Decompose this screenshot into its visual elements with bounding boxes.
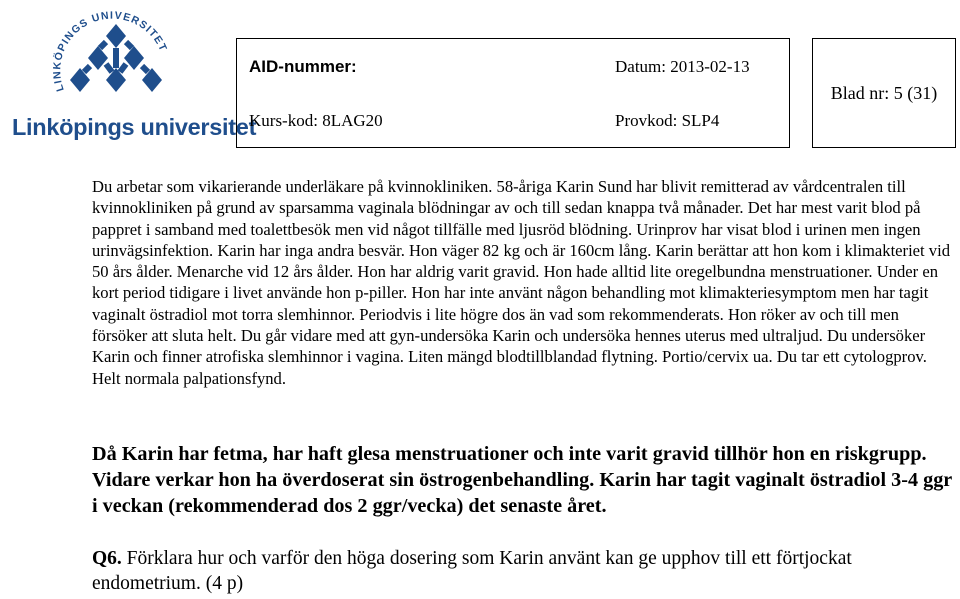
- question-text: Förklara hur och varför den höga dosering som Karin använt kan ge upphov till ett förtjockat endometrium. (4 p): [92, 548, 852, 594]
- page-number: Blad nr: 5 (31): [830, 82, 938, 103]
- page-number-box: [812, 38, 956, 148]
- logo-arc-text: LINKÖPINGS UNIVERSITET: [51, 9, 170, 93]
- question-number: Q6.: [92, 548, 122, 569]
- course-code: Kurs-kod: 8LAG20: [249, 111, 383, 130]
- answer-paragraph: Då Karin har fetma, har haft glesa menstruationer och inte varit gravid tillhör hon en riskgrupp. Vidare verkar hon ha överdoserat sin östrogenbehandling. Karin har tagit vaginalt östradiol 3-4 ggr i veckan (rekommenderad dos 2 ggr/vecka) det senaste året.: [92, 443, 952, 517]
- university-logo: [6, 2, 257, 148]
- aid-number-label: AID-nummer:: [249, 57, 357, 76]
- university-name: Linköpings universitet: [12, 114, 257, 140]
- question-block: [92, 546, 958, 596]
- exam-header: [236, 38, 790, 148]
- case-description: [92, 176, 954, 389]
- exam-code: Provkod: SLP4: [615, 111, 720, 130]
- case-paragraph: Du arbetar som vikarierande underläkare på kvinnokliniken. 58-åriga Karin Sund har blivit remitterad av vårdcentralen till kvinnokliniken på grund av sparsamma vaginala blödningar av och till sedan knappa två månader. Det har mest varit blod på pappret i samband med toalettbesök men vid något tillfälle med ljusröd blödning. Urinprov har visat blod i urinen men ingen urinvägsinfektion. Karin har inga andra besvär. Hon väger 82 kg och är 160cm lång. Karin berättar att hon kom i klimakteriet vid 50 års ålder. Menarche vid 12 års ålder. Hon har aldrig varit gravid. Hon hade alltid lite oregelbundna menstruationer. Under en kort period tidigare i livet använde hon p-piller. Hon har inte använt någon behandling mot klimakteriesymptom men har tagit vaginalt östradiol mot torra slemhinnor. Periodvis i lite högre dos än vad som rekommenderats. Hon röker av och till men försöker att sluta helt. Du går vidare med att gyn-undersöka Karin och undersöka hennes uterus med ultraljud. Du undersöker Karin och finner atrofiska slemhinnor i vagina. Liten mängd blodtillblandad flytning. Portio/cervix ua. Du tar ett cytologprov. Helt normala palpationsfynd.: [92, 177, 951, 388]
- answer-block: [92, 441, 958, 519]
- exam-date: Datum: 2013-02-13: [615, 57, 750, 76]
